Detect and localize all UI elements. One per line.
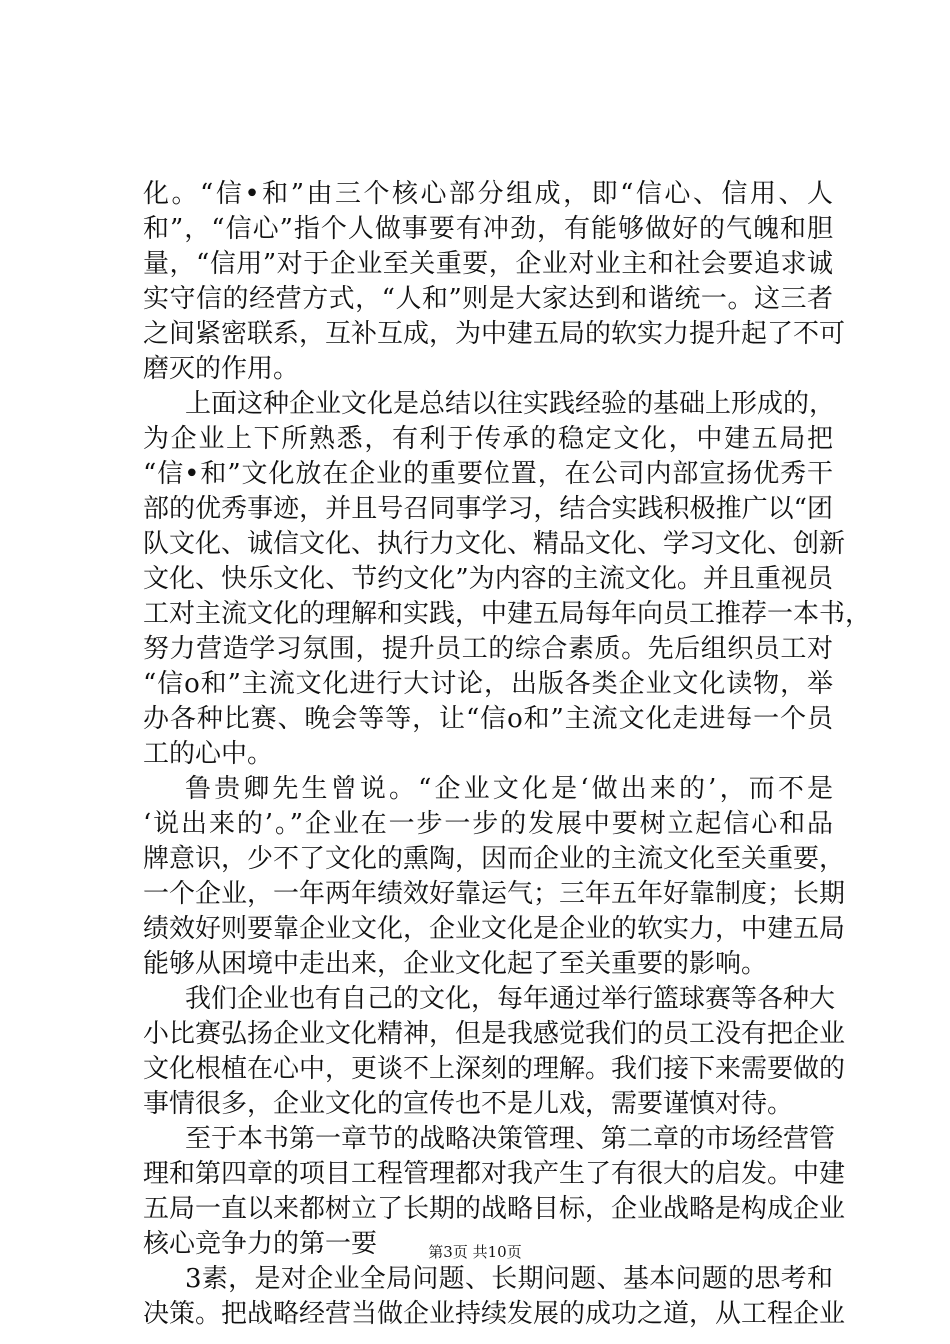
page-number-footer: 第3页 共10页 bbox=[428, 1243, 522, 1261]
text-line: 文化、快乐文化、节约文化”为内容的主流文化。并且重视员 bbox=[143, 564, 833, 594]
text-line: 队文化、诚信文化、执行力文化、精品文化、学习文化、创新 bbox=[143, 529, 846, 559]
text-line: 为企业上下所熟悉，有利于传承的稳定文化，中建五局把 bbox=[143, 424, 833, 454]
text-line: 办各种比赛、晚会等等，让“信ο和”主流文化走进每一个员 bbox=[143, 704, 833, 734]
text-line: 实守信的经营方式，“人和”则是大家达到和谐统一。这三者 bbox=[143, 284, 833, 314]
text-line: 五局一直以来都树立了长期的战略目标，企业战略是构成企业 bbox=[143, 1194, 846, 1224]
text-line: 核心竞争力的第一要 bbox=[143, 1229, 378, 1259]
text-line: 磨灭的作用。 bbox=[143, 354, 300, 384]
text-line: 事情很多，企业文化的宣传也不是儿戏，需要谨慎对待。 bbox=[143, 1089, 794, 1119]
paragraph-start-line: 3素，是对企业全局问题、长期问题、基本问题的思考和 bbox=[185, 1264, 833, 1294]
text-line: 牌意识，少不了文化的熏陶，因而企业的主流文化至关重要， bbox=[143, 844, 846, 874]
text-line: 化。“信•和”由三个核心部分组成，即“信心、信用、人 bbox=[143, 179, 833, 209]
text-line: 和”，“信心”指个人做事要有冲劲，有能够做好的气魄和胆 bbox=[143, 214, 833, 244]
paragraph-start-line: 至于本书第一章节的战略决策管理、第二章的市场经营管 bbox=[185, 1124, 836, 1154]
text-line: 之间紧密联系，互补互成，为中建五局的软实力提升起了不可 bbox=[143, 319, 846, 349]
text-line: 文化根植在心中，更谈不上深刻的理解。我们接下来需要做的 bbox=[143, 1054, 846, 1084]
text-line: ‘说出来的’。”企业在一步一步的发展中要树立起信心和品 bbox=[143, 809, 833, 839]
paragraph-start-line: 我们企业也有自己的文化，每年通过举行篮球赛等各种大 bbox=[185, 984, 836, 1014]
paragraph-start-line: 上面这种企业文化是总结以往实践经验的基础上形成的， bbox=[185, 389, 836, 419]
text-line: 工对主流文化的理解和实践，中建五局每年向员工推荐一本书， bbox=[143, 599, 872, 629]
text-line: 努力营造学习氛围，提升员工的综合素质。先后组织员工对 bbox=[143, 634, 833, 664]
text-line: 能够从困境中走出来，企业文化起了至关重要的影响。 bbox=[143, 949, 768, 979]
text-line: 一个企业，一年两年绩效好靠运气；三年五年好靠制度；长期 bbox=[143, 879, 846, 909]
text-line: 理和第四章的项目工程管理都对我产生了有很大的启发。中建 bbox=[143, 1159, 846, 1189]
document-body bbox=[143, 177, 872, 1332]
text-line: 部的优秀事迹，并且号召同事学习，结合实践积极推广以“团 bbox=[143, 494, 833, 524]
text-line: 决策。把战略经营当做企业持续发展的成功之道，从工程企业 bbox=[143, 1299, 846, 1329]
text-line: “信ο和”主流文化进行大讨论，出版各类企业文化读物，举 bbox=[143, 669, 833, 699]
text-line: 绩效好则要靠企业文化，企业文化是企业的软实力，中建五局 bbox=[143, 914, 846, 944]
text-line: 工的心中。 bbox=[143, 739, 274, 769]
text-line: 小比赛弘扬企业文化精神，但是我感觉我们的员工没有把企业 bbox=[143, 1019, 846, 1049]
text-line: 量，“信用”对于企业至关重要，企业对业主和社会要追求诚 bbox=[143, 249, 833, 279]
text-line: “信•和”文化放在企业的重要位置，在公司内部宣扬优秀干 bbox=[143, 459, 833, 489]
paragraph-start-line: 鲁贵卿先生曾说。“企业文化是‘做出来的’，而不是 bbox=[185, 774, 833, 804]
